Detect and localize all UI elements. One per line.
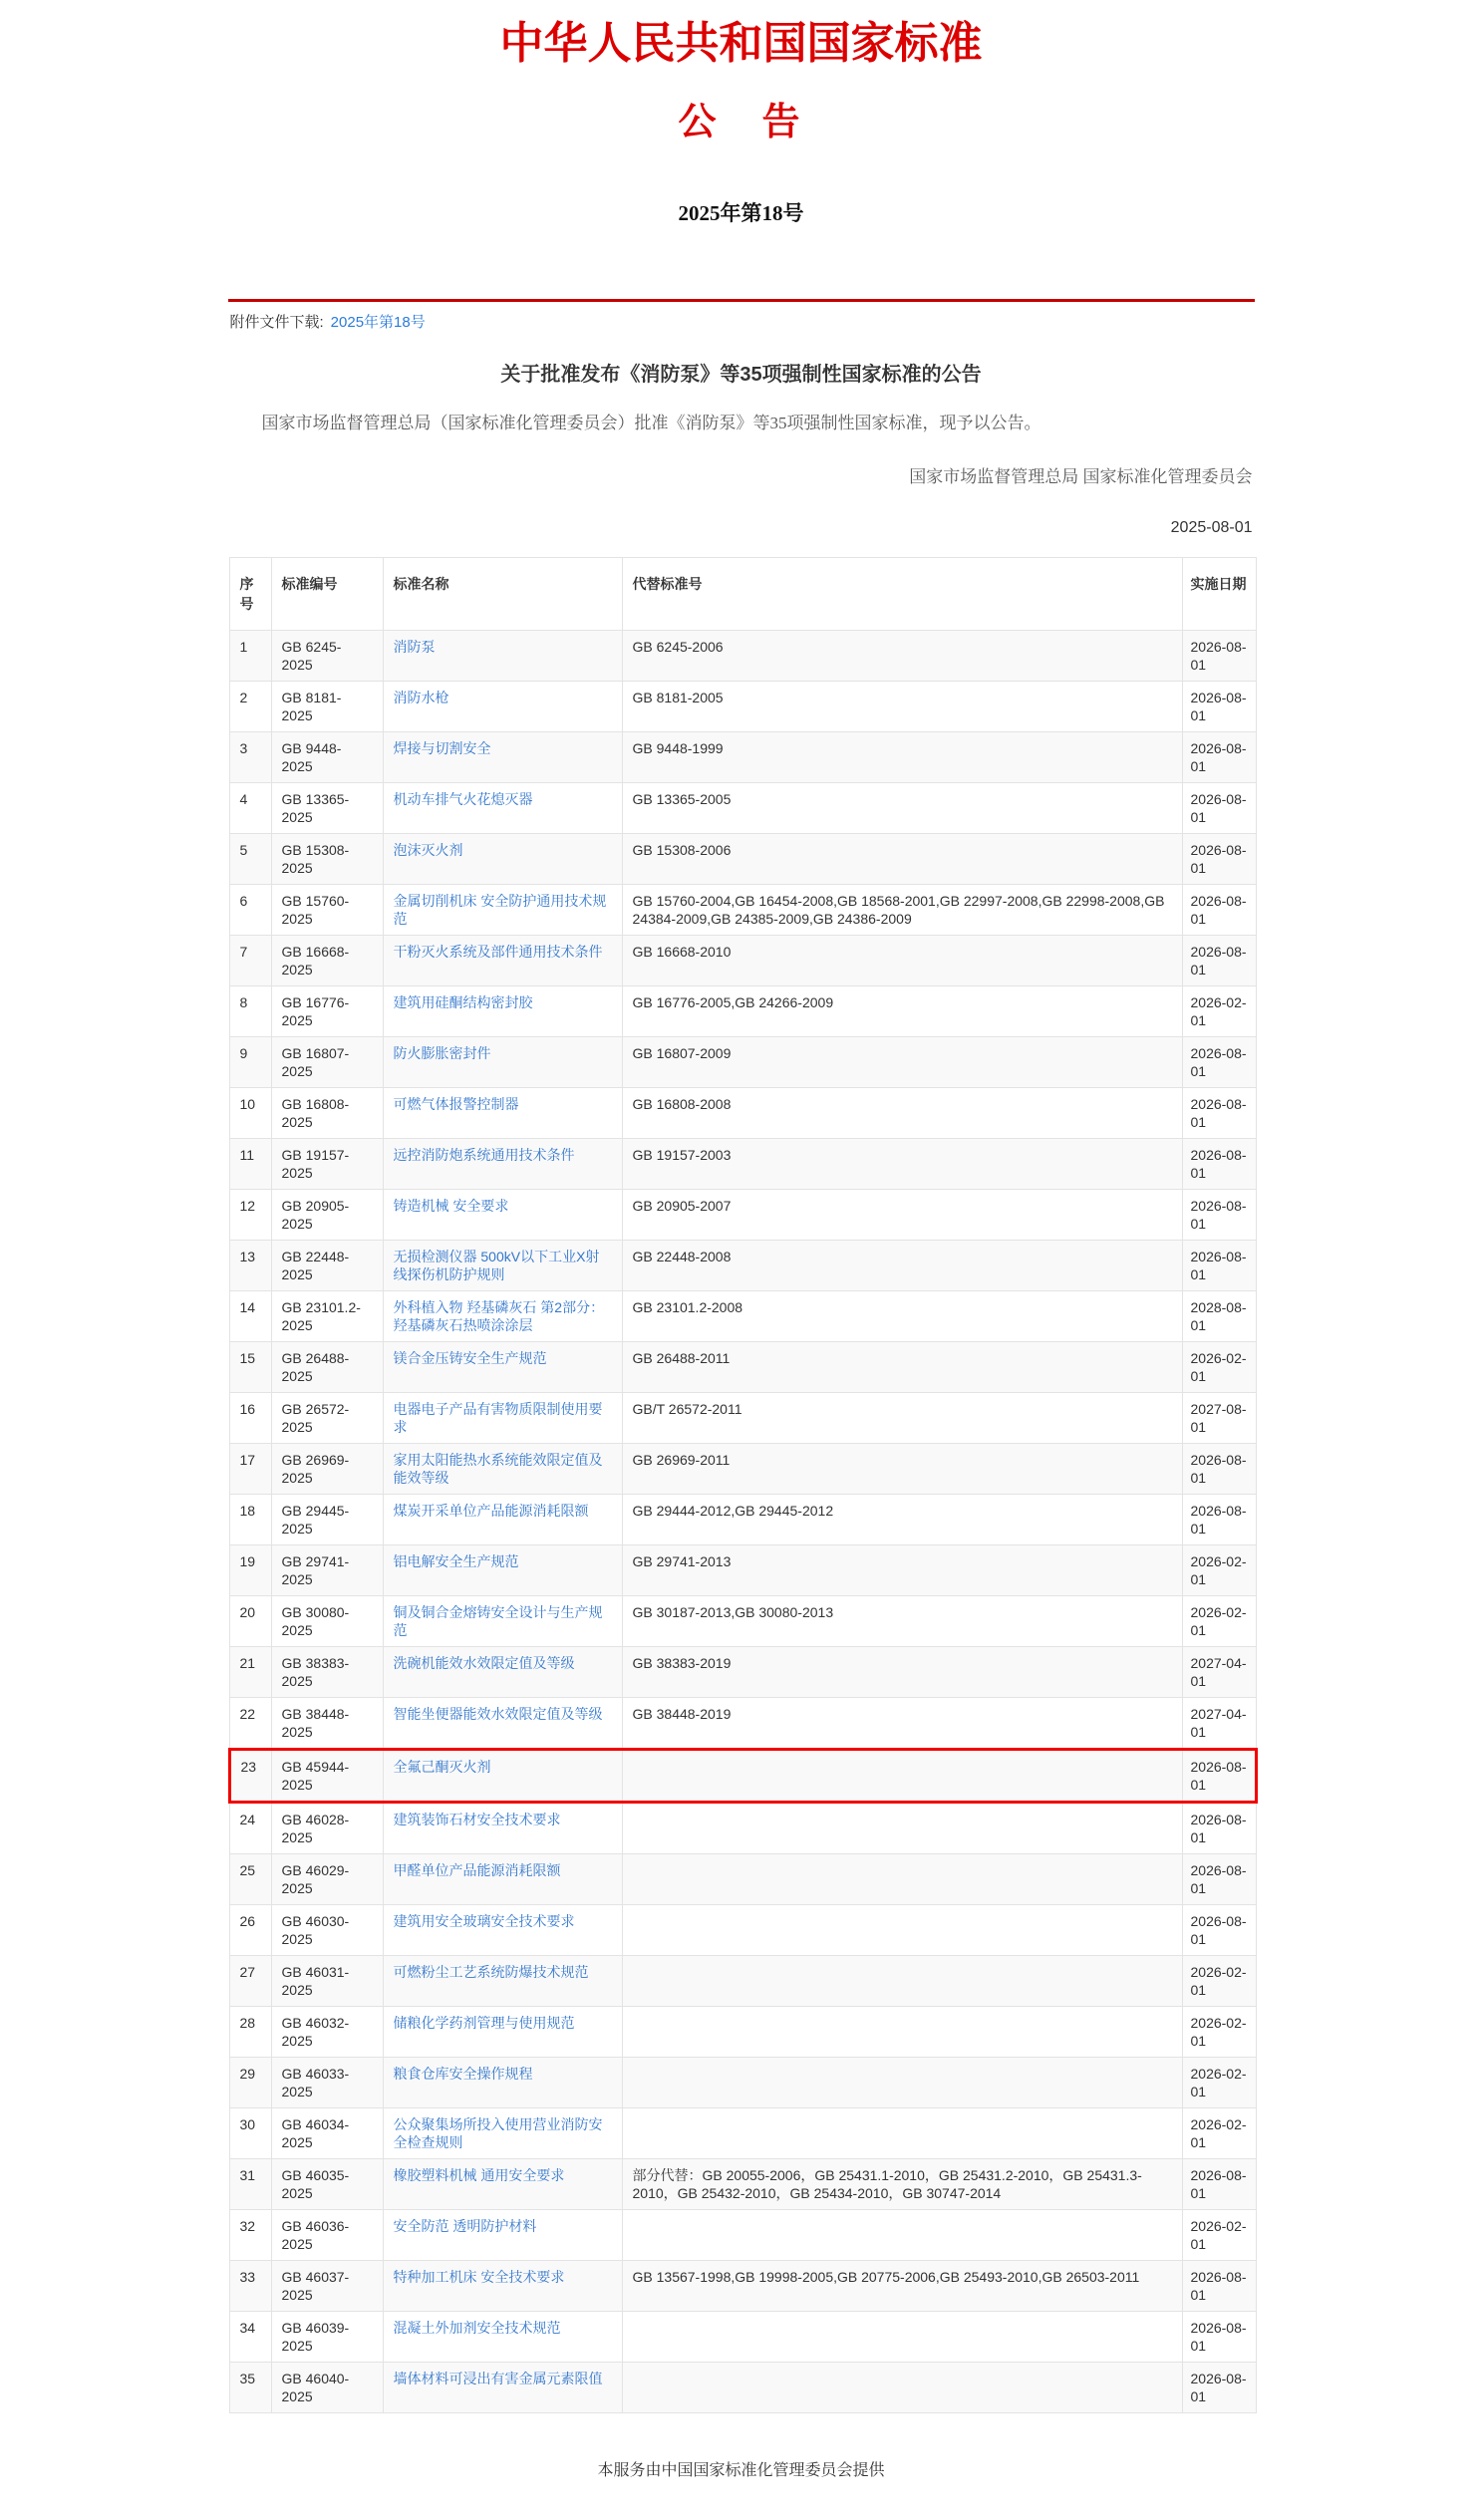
standard-code-cell: GB 38448-2025	[271, 1697, 383, 1749]
standard-name-link[interactable]: 特种加工机床 安全技术要求	[393, 2268, 565, 2285]
standard-code-cell: GB 15760-2025	[271, 884, 383, 935]
replaced-standards-cell	[622, 2209, 1182, 2260]
replaced-standards-cell	[622, 2311, 1182, 2362]
standard-code-cell: GB 26488-2025	[271, 1341, 383, 1392]
replaced-standards-cell	[622, 2006, 1182, 2057]
standard-name-cell	[383, 2362, 622, 2412]
replaced-standards-cell: GB 13365-2005	[622, 782, 1182, 833]
replaced-standards-cell: GB 19157-2003	[622, 1138, 1182, 1189]
implementation-date-cell: 2027-08-01	[1182, 1392, 1256, 1443]
implementation-date-cell: 2026-02-01	[1182, 2057, 1256, 2107]
table-row	[229, 1544, 1256, 1595]
implementation-date-cell: 2026-08-01	[1182, 1904, 1256, 1955]
standard-name-cell	[383, 1802, 622, 1853]
standard-code-cell: GB 45944-2025	[271, 1749, 383, 1802]
notice-body: 国家市场监督管理总局（国家标准化管理委员会）批准《消防泵》等35项强制性国家标准，现予以公告。	[261, 414, 1041, 433]
table-row	[229, 1853, 1256, 1904]
table-row	[229, 1904, 1256, 1955]
row-index-cell: 25	[229, 1853, 271, 1904]
standard-name-cell	[383, 1036, 622, 1087]
row-index-cell: 3	[229, 731, 271, 782]
standard-name-link[interactable]: 消防泵	[393, 638, 436, 655]
table-row	[229, 1749, 1256, 1802]
standard-code-cell: GB 46039-2025	[271, 2311, 383, 2362]
standard-name-link[interactable]: 建筑用硅酮结构密封胶	[393, 993, 533, 1010]
header-replaced-standards: 代替标准号	[622, 557, 1182, 630]
row-index-cell: 30	[229, 2107, 271, 2158]
row-index-cell: 31	[229, 2158, 271, 2209]
standard-name-cell	[383, 731, 622, 782]
table-row	[229, 1392, 1256, 1443]
row-index-cell: 14	[229, 1290, 271, 1341]
standard-name-link[interactable]: 无损检测仪器 500kV以下工业X射线探伤机防护规则	[393, 1248, 600, 1282]
standard-name-link[interactable]: 洗碗机能效水效限定值及等级	[393, 1654, 575, 1671]
standard-code-cell: GB 46037-2025	[271, 2260, 383, 2311]
standard-name-cell	[383, 884, 622, 935]
standard-code-cell: GB 23101.2-2025	[271, 1290, 383, 1341]
standard-name-link[interactable]: 外科植入物 羟基磷灰石 第2部分：羟基磷灰石热喷涂涂层	[393, 1298, 605, 1333]
row-index-cell: 29	[229, 2057, 271, 2107]
standard-name-link[interactable]: 可燃气体报警控制器	[393, 1095, 519, 1112]
standard-name-link[interactable]: 电器电子产品有害物质限制使用要求	[393, 1400, 603, 1435]
table-row	[229, 1138, 1256, 1189]
row-index-cell: 10	[229, 1087, 271, 1138]
table-row	[229, 1443, 1256, 1494]
standard-name-cell	[383, 2158, 622, 2209]
implementation-date-cell: 2026-02-01	[1182, 1544, 1256, 1595]
table-row	[229, 731, 1256, 782]
standard-name-cell	[383, 630, 622, 681]
standard-name-cell	[383, 2057, 622, 2107]
implementation-date-cell: 2026-08-01	[1182, 1036, 1256, 1087]
standard-name-link[interactable]: 干粉灭火系统及部件通用技术条件	[393, 943, 603, 960]
standard-name-cell	[383, 1697, 622, 1749]
table-row	[229, 2057, 1256, 2107]
replaced-standards-cell	[622, 2107, 1182, 2158]
standard-code-cell: GB 6245-2025	[271, 630, 383, 681]
standards-table	[228, 557, 1258, 2413]
implementation-date-cell: 2026-08-01	[1182, 935, 1256, 985]
standard-name-cell	[383, 833, 622, 884]
row-index-cell: 32	[229, 2209, 271, 2260]
standard-name-cell	[383, 1392, 622, 1443]
replaced-standards-cell: GB 15760-2004,GB 16454-2008,GB 18568-2001,GB 22997-2008,GB 22998-2008,GB 24384-2009,GB 24385-2009,GB 24386-2009	[622, 884, 1182, 935]
standard-code-cell: GB 29445-2025	[271, 1494, 383, 1544]
replaced-standards-cell	[622, 1853, 1182, 1904]
standard-name-link[interactable]: 防火膨胀密封件	[393, 1044, 491, 1061]
implementation-date-cell: 2026-08-01	[1182, 1853, 1256, 1904]
replaced-standards-cell: GB 23101.2-2008	[622, 1290, 1182, 1341]
table-row	[229, 833, 1256, 884]
replaced-standards-cell: GB 22448-2008	[622, 1240, 1182, 1290]
implementation-date-cell: 2026-08-01	[1182, 1443, 1256, 1494]
implementation-date-cell: 2026-08-01	[1182, 1189, 1256, 1240]
replaced-standards-cell	[622, 2057, 1182, 2107]
standard-name-cell	[383, 1189, 622, 1240]
row-index-cell: 34	[229, 2311, 271, 2362]
row-index-cell: 18	[229, 1494, 271, 1544]
replaced-standards-cell	[622, 1749, 1182, 1802]
table-row	[229, 1697, 1256, 1749]
implementation-date-cell: 2028-08-01	[1182, 1290, 1256, 1341]
standard-name-cell	[383, 1904, 622, 1955]
standard-code-cell: GB 9448-2025	[271, 731, 383, 782]
standard-name-cell	[383, 1443, 622, 1494]
replaced-standards-cell: GB/T 26572-2011	[622, 1392, 1182, 1443]
standard-name-cell	[383, 1087, 622, 1138]
standard-code-cell: GB 46035-2025	[271, 2158, 383, 2209]
header-index: 序号	[229, 557, 271, 630]
implementation-date-cell: 2026-08-01	[1182, 2260, 1256, 2311]
standard-name-link[interactable]: 甲醛单位产品能源消耗限额	[393, 1861, 561, 1878]
standard-name-link[interactable]: 墙体材料可浸出有害金属元素限值	[393, 2370, 603, 2386]
standard-name-cell	[383, 1595, 622, 1646]
announcement-subtitle: 公 告	[678, 101, 804, 143]
standard-name-link[interactable]: 建筑装饰石材安全技术要求	[393, 1811, 561, 1827]
implementation-date-cell: 2026-08-01	[1182, 2311, 1256, 2362]
publication-date: 2025-08-01	[1170, 518, 1253, 536]
row-index-cell: 15	[229, 1341, 271, 1392]
implementation-date-cell: 2026-02-01	[1182, 1341, 1256, 1392]
standard-name-link[interactable]: 安全防范 透明防护材料	[393, 2217, 537, 2234]
standard-name-link[interactable]: 橡胶塑料机械 通用安全要求	[393, 2166, 565, 2183]
standard-name-link[interactable]: 消防水枪	[393, 689, 449, 705]
replaced-standards-cell	[622, 1955, 1182, 2006]
attachment-link[interactable]: 2025年第18号	[330, 314, 426, 332]
row-index-cell: 28	[229, 2006, 271, 2057]
implementation-date-cell: 2027-04-01	[1182, 1697, 1256, 1749]
standard-code-cell: GB 38383-2025	[271, 1646, 383, 1697]
standard-name-link[interactable]: 铜及铜合金熔铸安全设计与生产规范	[393, 1603, 603, 1638]
standard-code-cell: GB 13365-2025	[271, 782, 383, 833]
implementation-date-cell: 2026-08-01	[1182, 1494, 1256, 1544]
implementation-date-cell: 2026-02-01	[1182, 2209, 1256, 2260]
row-index-cell: 4	[229, 782, 271, 833]
standard-name-link[interactable]: 建筑用安全玻璃安全技术要求	[393, 1912, 575, 1929]
table-row	[229, 884, 1256, 935]
implementation-date-cell: 2026-08-01	[1182, 681, 1256, 731]
row-index-cell: 23	[229, 1749, 271, 1802]
implementation-date-cell: 2026-08-01	[1182, 731, 1256, 782]
implementation-date-cell: 2026-08-01	[1182, 2362, 1256, 2412]
standard-name-link[interactable]: 镁合金压铸安全生产规范	[393, 1349, 547, 1366]
notice-title: 关于批准发布《消防泵》等35项强制性国家标准的公告	[500, 364, 982, 387]
standard-code-cell: GB 20905-2025	[271, 1189, 383, 1240]
standard-code-cell: GB 8181-2025	[271, 681, 383, 731]
issue-number: 2025年第18号	[678, 201, 804, 226]
implementation-date-cell: 2026-08-01	[1182, 1749, 1256, 1802]
standard-name-cell	[383, 1646, 622, 1697]
replaced-standards-cell: GB 6245-2006	[622, 630, 1182, 681]
standard-name-cell	[383, 2107, 622, 2158]
replaced-standards-cell: GB 9448-1999	[622, 731, 1182, 782]
table-row	[229, 1494, 1256, 1544]
implementation-date-cell: 2026-02-01	[1182, 1955, 1256, 2006]
replaced-standards-cell: GB 16776-2005,GB 24266-2009	[622, 985, 1182, 1036]
replaced-standards-cell: GB 29444-2012,GB 29445-2012	[622, 1494, 1182, 1544]
header-standard-name: 标准名称	[383, 557, 622, 630]
standard-name-cell	[383, 1853, 622, 1904]
standard-name-link[interactable]: 储粮化学药剂管理与使用规范	[393, 2014, 575, 2031]
table-row	[229, 2006, 1256, 2057]
row-index-cell: 21	[229, 1646, 271, 1697]
standard-name-cell	[383, 1494, 622, 1544]
standard-name-cell	[383, 1955, 622, 2006]
standard-code-cell: GB 16808-2025	[271, 1087, 383, 1138]
replaced-standards-cell: GB 8181-2005	[622, 681, 1182, 731]
standard-name-link[interactable]: 金属切削机床 安全防护通用技术规范	[393, 892, 607, 927]
table-row	[229, 935, 1256, 985]
standard-name-cell	[383, 935, 622, 985]
replaced-standards-cell: GB 26488-2011	[622, 1341, 1182, 1392]
replaced-standards-cell	[622, 1904, 1182, 1955]
standard-code-cell: GB 15308-2025	[271, 833, 383, 884]
standard-code-cell: GB 46034-2025	[271, 2107, 383, 2158]
standard-name-link[interactable]: 泡沫灭火剂	[393, 841, 463, 858]
implementation-date-cell: 2026-08-01	[1182, 1138, 1256, 1189]
standard-code-cell: GB 46028-2025	[271, 1802, 383, 1853]
standard-name-cell	[383, 1341, 622, 1392]
standard-code-cell: GB 46040-2025	[271, 2362, 383, 2412]
row-index-cell: 13	[229, 1240, 271, 1290]
service-provider-footer: 本服务由中国国家标准化管理委员会提供	[597, 2461, 885, 2479]
row-index-cell: 33	[229, 2260, 271, 2311]
announcement-page	[228, 0, 1255, 2520]
table-row	[229, 2311, 1256, 2362]
replaced-standards-cell: GB 15308-2006	[622, 833, 1182, 884]
standard-name-cell	[383, 1749, 622, 1802]
standard-code-cell: GB 46036-2025	[271, 2209, 383, 2260]
standard-code-cell: GB 46031-2025	[271, 1955, 383, 2006]
standard-name-link[interactable]: 智能坐便器能效水效限定值及等级	[393, 1705, 603, 1722]
standard-name-cell	[383, 2311, 622, 2362]
standard-name-link[interactable]: 家用太阳能热水系统能效限定值及能效等级	[393, 1451, 603, 1486]
standard-name-link[interactable]: 全氟己酮灭火剂	[393, 1758, 491, 1775]
standard-code-cell: GB 26969-2025	[271, 1443, 383, 1494]
implementation-date-cell: 2026-02-01	[1182, 2107, 1256, 2158]
replaced-standards-cell: GB 38448-2019	[622, 1697, 1182, 1749]
table-row	[229, 1802, 1256, 1853]
standard-code-cell: GB 16668-2025	[271, 935, 383, 985]
row-index-cell: 26	[229, 1904, 271, 1955]
standard-name-link[interactable]: 可燃粉尘工艺系统防爆技术规范	[393, 1963, 589, 1980]
implementation-date-cell: 2026-08-01	[1182, 782, 1256, 833]
standard-name-cell	[383, 782, 622, 833]
replaced-standards-cell: GB 16807-2009	[622, 1036, 1182, 1087]
implementation-date-cell: 2026-02-01	[1182, 985, 1256, 1036]
table-row	[229, 1087, 1256, 1138]
standard-code-cell: GB 30080-2025	[271, 1595, 383, 1646]
row-index-cell: 16	[229, 1392, 271, 1443]
standard-name-cell	[383, 1290, 622, 1341]
table-row	[229, 2362, 1256, 2412]
standard-code-cell: GB 26572-2025	[271, 1392, 383, 1443]
standard-name-cell	[383, 985, 622, 1036]
header-row	[229, 557, 1256, 630]
standard-code-cell: GB 46033-2025	[271, 2057, 383, 2107]
replaced-standards-cell: GB 29741-2013	[622, 1544, 1182, 1595]
implementation-date-cell: 2026-08-01	[1182, 2158, 1256, 2209]
standards-table-body	[229, 630, 1256, 2412]
implementation-date-cell: 2026-08-01	[1182, 884, 1256, 935]
replaced-standards-cell: GB 13567-1998,GB 19998-2005,GB 20775-2006,GB 25493-2010,GB 26503-2011	[622, 2260, 1182, 2311]
table-row	[229, 1595, 1256, 1646]
table-row	[229, 2260, 1256, 2311]
table-row	[229, 782, 1256, 833]
row-index-cell: 22	[229, 1697, 271, 1749]
row-index-cell: 24	[229, 1802, 271, 1853]
table-row	[229, 630, 1256, 681]
row-index-cell: 19	[229, 1544, 271, 1595]
table-row	[229, 1341, 1256, 1392]
row-index-cell: 35	[229, 2362, 271, 2412]
table-row	[229, 1189, 1256, 1240]
row-index-cell: 12	[229, 1189, 271, 1240]
row-index-cell: 8	[229, 985, 271, 1036]
standard-name-link[interactable]: 煤炭开采单位产品能源消耗限额	[393, 1502, 589, 1519]
page-title: 中华人民共和国国家标准	[499, 19, 983, 68]
standard-code-cell: GB 46030-2025	[271, 1904, 383, 1955]
standard-name-cell	[383, 1240, 622, 1290]
implementation-date-cell: 2026-02-01	[1182, 1595, 1256, 1646]
issuing-authority: 国家市场监督管理总局 国家标准化管理委员会	[909, 466, 1253, 486]
standard-name-link[interactable]: 远控消防炮系统通用技术条件	[393, 1146, 575, 1163]
standard-name-cell	[383, 2209, 622, 2260]
standard-name-link[interactable]: 粮食仓库安全操作规程	[393, 2065, 533, 2082]
row-index-cell: 9	[229, 1036, 271, 1087]
standard-code-cell: GB 22448-2025	[271, 1240, 383, 1290]
standard-code-cell: GB 46029-2025	[271, 1853, 383, 1904]
implementation-date-cell: 2026-08-01	[1182, 1087, 1256, 1138]
table-row	[229, 2209, 1256, 2260]
standard-name-cell	[383, 681, 622, 731]
standards-table-header	[229, 557, 1256, 630]
implementation-date-cell: 2026-08-01	[1182, 1802, 1256, 1853]
attachment-label: 附件文件下载:	[229, 314, 324, 332]
standard-code-cell: GB 16807-2025	[271, 1036, 383, 1087]
table-row	[229, 1290, 1256, 1341]
standard-code-cell: GB 46032-2025	[271, 2006, 383, 2057]
implementation-date-cell: 2026-08-01	[1182, 630, 1256, 681]
replaced-standards-cell: 部分代替：GB 20055-2006，GB 25431.1-2010，GB 25431.2-2010，GB 25431.3-2010，GB 25432-2010，GB 25434-2010，GB 30747-2014	[622, 2158, 1182, 2209]
replaced-standards-cell: GB 20905-2007	[622, 1189, 1182, 1240]
attachment-bar	[228, 299, 1255, 332]
replaced-standards-cell: GB 30187-2013,GB 30080-2013	[622, 1595, 1182, 1646]
table-row	[229, 681, 1256, 731]
implementation-date-cell: 2026-02-01	[1182, 2006, 1256, 2057]
standard-name-link[interactable]: 铸造机械 安全要求	[393, 1197, 509, 1214]
implementation-date-cell: 2027-04-01	[1182, 1646, 1256, 1697]
replaced-standards-cell: GB 26969-2011	[622, 1443, 1182, 1494]
replaced-standards-cell	[622, 1802, 1182, 1853]
row-index-cell: 1	[229, 630, 271, 681]
table-row	[229, 1240, 1256, 1290]
standard-name-link[interactable]: 混凝土外加剂安全技术规范	[393, 2319, 561, 2336]
table-row	[229, 1646, 1256, 1697]
row-index-cell: 27	[229, 1955, 271, 2006]
table-row	[229, 2158, 1256, 2209]
table-row	[229, 1955, 1256, 2006]
standard-name-link[interactable]: 焊接与切割安全	[393, 739, 491, 756]
standard-name-link[interactable]: 铝电解安全生产规范	[393, 1552, 519, 1569]
standard-code-cell: GB 16776-2025	[271, 985, 383, 1036]
implementation-date-cell: 2026-08-01	[1182, 833, 1256, 884]
replaced-standards-cell: GB 38383-2019	[622, 1646, 1182, 1697]
standard-name-cell	[383, 2006, 622, 2057]
replaced-standards-cell: GB 16808-2008	[622, 1087, 1182, 1138]
row-index-cell: 6	[229, 884, 271, 935]
table-row	[229, 1036, 1256, 1087]
standard-name-cell	[383, 1544, 622, 1595]
row-index-cell: 11	[229, 1138, 271, 1189]
standard-name-link[interactable]: 公众聚集场所投入使用营业消防安全检查规则	[393, 2115, 603, 2150]
row-index-cell: 7	[229, 935, 271, 985]
implementation-date-cell: 2026-08-01	[1182, 1240, 1256, 1290]
standard-name-cell	[383, 1138, 622, 1189]
header-implementation-date: 实施日期	[1182, 557, 1256, 630]
table-row	[229, 2107, 1256, 2158]
replaced-standards-cell: GB 16668-2010	[622, 935, 1182, 985]
row-index-cell: 17	[229, 1443, 271, 1494]
replaced-standards-cell	[622, 2362, 1182, 2412]
header-standard-code: 标准编号	[271, 557, 383, 630]
standard-name-link[interactable]: 机动车排气火花熄灭器	[393, 790, 533, 807]
row-index-cell: 5	[229, 833, 271, 884]
standard-code-cell: GB 29741-2025	[271, 1544, 383, 1595]
standard-code-cell: GB 19157-2025	[271, 1138, 383, 1189]
table-row	[229, 985, 1256, 1036]
standard-name-cell	[383, 2260, 622, 2311]
row-index-cell: 20	[229, 1595, 271, 1646]
row-index-cell: 2	[229, 681, 271, 731]
